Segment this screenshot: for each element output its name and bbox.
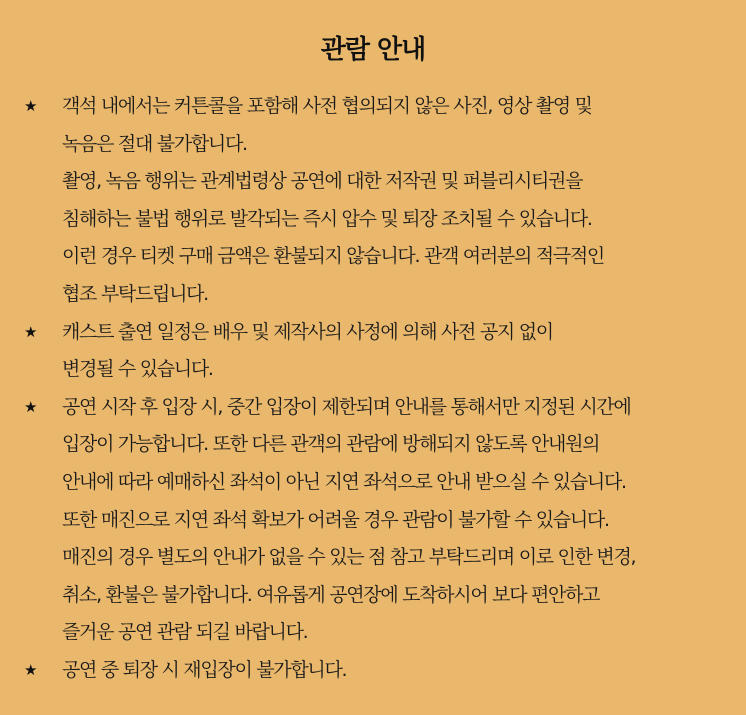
notice-line: 녹음은 절대 불가합니다. — [62, 132, 247, 155]
notice-line: 안내에 따라 예매하신 좌석이 아닌 지연 좌석으로 안내 받으실 수 있습니다. — [62, 470, 626, 493]
star-bullet-icon: ★ — [24, 660, 38, 679]
notice-line: 이런 경우 티켓 구매 금액은 환불되지 않습니다. 관객 여러분의 적극적인 — [62, 245, 604, 268]
notice-item-cast-schedule — [0, 314, 746, 389]
notice-line: 협조 부탁드립니다. — [62, 282, 208, 305]
notice-item-recording — [0, 88, 746, 314]
notice-item-late-entry — [0, 389, 746, 652]
page-title: 관람 안내 — [320, 35, 426, 66]
notice-line: 매진의 경우 별도의 안내가 없을 수 있는 점 참고 부탁드리며 이로 인한 변경, — [62, 546, 636, 569]
notice-line: 공연 시작 후 입장 시, 중간 입장이 제한되며 안내를 통해서만 지정된 시간에 — [62, 395, 631, 418]
notice-line: 캐스트 출연 일정은 배우 및 제작사의 사정에 의해 사전 공지 없이 — [62, 320, 553, 343]
notice-line: 또한 매진으로 지연 좌석 확보가 어려울 경우 관람이 불가할 수 있습니다. — [62, 508, 609, 531]
notice-line: 입장이 가능합니다. 또한 다른 관객의 관람에 방해되지 않도록 안내원의 — [62, 433, 600, 456]
notice-line: 즐거운 공연 관람 되길 바랍니다. — [62, 621, 308, 644]
notice-item-reentry — [0, 652, 746, 690]
notice-line: 침해하는 불법 행위로 발각되는 즉시 압수 및 퇴장 조치될 수 있습니다. — [62, 207, 592, 230]
star-bullet-icon: ★ — [24, 97, 38, 115]
notice-line: 객석 내에서는 커튼콜을 포함해 사전 협의되지 않은 사진, 영상 촬영 및 — [62, 95, 592, 117]
notice-line: 취소, 환불은 불가합니다. 여유롭게 공연장에 도착하시어 보다 편안하고 — [62, 583, 600, 606]
notice-line: 공연 중 퇴장 시 재입장이 불가합니다. — [62, 658, 347, 681]
notice-line: 변경될 수 있습니다. — [62, 358, 213, 381]
star-bullet-icon: ★ — [24, 397, 38, 416]
notice-list — [0, 88, 746, 690]
notice-line: 촬영, 녹음 행위는 관계법령상 공연에 대한 저작권 및 퍼블리시티권을 — [62, 170, 583, 193]
star-bullet-icon: ★ — [24, 322, 38, 341]
